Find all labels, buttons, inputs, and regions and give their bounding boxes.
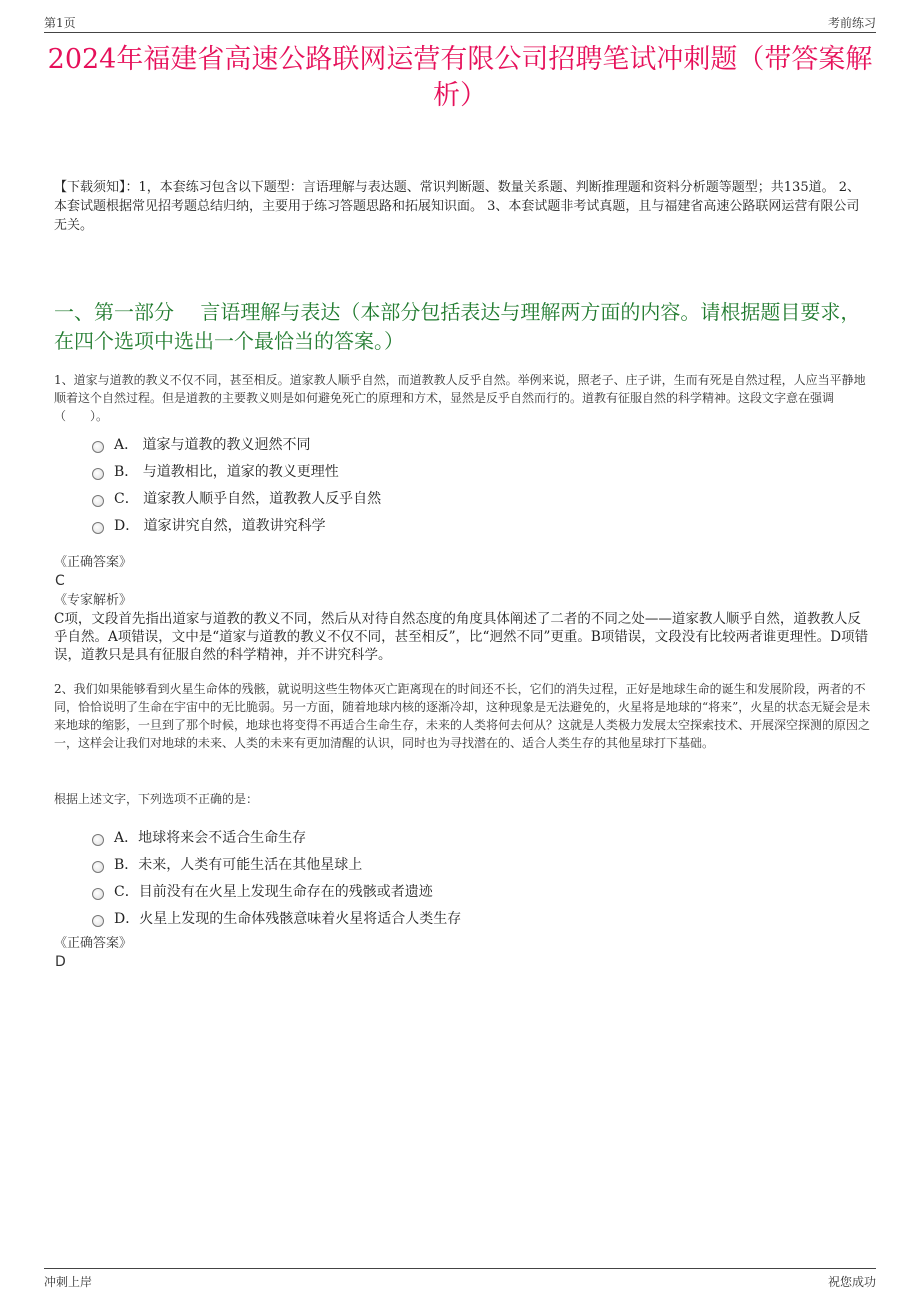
option-a[interactable] [92, 823, 872, 850]
answer-label: 《正确答案》 [54, 936, 133, 951]
option-b[interactable] [92, 457, 872, 484]
radio-icon[interactable] [92, 495, 104, 507]
question-1-analysis [54, 592, 872, 664]
answer-letter: D [55, 954, 66, 970]
download-notice: 【下载须知】：1，本套练习包含以下题型：言语理解与表达题、常识判断题、数量关系题、判断推理题和资料分析题等题型；共135道。 2、本套试题根据常见招考题总结归纳，主要用于练习答题思路和拓展知识面。 3、本套试题非考试真题，且与福建省高速公路联网运营有限公司无关。 [54, 180, 860, 233]
radio-icon[interactable] [92, 915, 104, 927]
option-d[interactable] [92, 511, 872, 538]
option-label: B．未来，人类有可能生活在其他星球上 [114, 856, 363, 873]
option-label: C．目前没有在火星上发现生命存在的残骸或者遗迹 [114, 883, 433, 900]
radio-icon[interactable] [92, 441, 104, 453]
option-label: B． 与道教相比，道家的教义更理性 [114, 463, 339, 480]
radio-icon[interactable] [92, 468, 104, 480]
analysis-text: C项，文段首先指出道家与道教的教义不同，然后从对待自然态度的角度具体阐述了二者的不同之处——道家教人顺乎自然，道教教人反乎自然。A项错误，文中是“道家与道教的教义不仅不同，甚至相反”，比“迥然不同”更重。B项错误，文段没有比较两者谁更理性。D项错误，道教只是具有征服自然的科学精神，并不讲究科学。 [54, 611, 869, 663]
option-b[interactable] [92, 850, 872, 877]
option-c[interactable] [92, 877, 872, 904]
radio-icon[interactable] [92, 888, 104, 900]
answer-label: 《正确答案》 [54, 555, 133, 570]
option-d[interactable] [92, 904, 872, 931]
question-2-options [92, 823, 872, 931]
option-label: C． 道家教人顺乎自然，道教教人反乎自然 [114, 490, 382, 507]
option-a[interactable] [92, 430, 872, 457]
page-header [44, 12, 876, 33]
option-label: D．火星上发现的生命体残骸意味着火星将适合人类生存 [114, 910, 462, 927]
analysis-label: 《专家解析》 [54, 593, 133, 608]
question-2-prompt: 根据上述文字，下列选项不正确的是： [54, 792, 259, 806]
question-1-stem: 1、道家与道教的教义不仅不同，甚至相反。道家教人顺乎自然，而道教教人反乎自然。举例来说，照老子、庄子讲，生而有死是自然过程，人应当平静地顺着这个自然过程。但是道教的主要教义则是如何避免死亡的原理和方术，显然是反乎自然而行的。道教有征服自然的科学精神。这段文字意在强调（ ）。 [54, 373, 866, 423]
radio-icon[interactable] [92, 834, 104, 846]
page-number: 第1页 [44, 16, 76, 30]
radio-icon[interactable] [92, 861, 104, 873]
header-label: 考前练习 [827, 16, 876, 30]
footer-left: 冲刺上岸 [44, 1275, 93, 1289]
document-title: 2024年福建省高速公路联网运营有限公司招聘笔试冲刺题（带答案解析） [47, 44, 873, 111]
question-1-options [92, 430, 872, 538]
radio-icon[interactable] [92, 522, 104, 534]
question-2-stem: 2、我们如果能够看到火星生命体的残骸，就说明这些生物体灭亡距离现在的时间还不长，它们的消失过程，正好是地球生命的诞生和发展阶段，两者的不同，恰恰说明了生命在宇宙中的无比脆弱。另一方面，随着地球内核的逐渐冷却，这种现象是无法避免的，火星将是地球的“将来”，火星的状态无疑会是未来地球的缩影，一旦到了那个时候，地球也将变得不再适合生命生存，未来的人类将何去何从？这就是人类极力发展太空探索技术、开展深空探测的原因之一，这样会让我们对地球的未来、人类的未来有更加清醒的认识，同时也为寻找潜在的、适合人类生存的其他星球打下基础。 [54, 682, 871, 750]
section-heading: 一、第一部分 言语理解与表达（本部分包括表达与理解两方面的内容。请根据题目要求，在四个选项中选出一个最恰当的答案。） [54, 300, 861, 353]
page-footer [44, 1268, 876, 1289]
option-label: A． 道家与道教的教义迥然不同 [114, 436, 311, 453]
option-label: D． 道家讲究自然，道教讲究科学 [114, 517, 326, 534]
question-2-answer [54, 935, 872, 971]
footer-right: 祝您成功 [827, 1275, 876, 1289]
answer-letter: C [55, 573, 65, 589]
question-1-answer [54, 554, 872, 590]
option-c[interactable] [92, 484, 872, 511]
option-label: A．地球将来会不适合生命生存 [114, 829, 307, 846]
